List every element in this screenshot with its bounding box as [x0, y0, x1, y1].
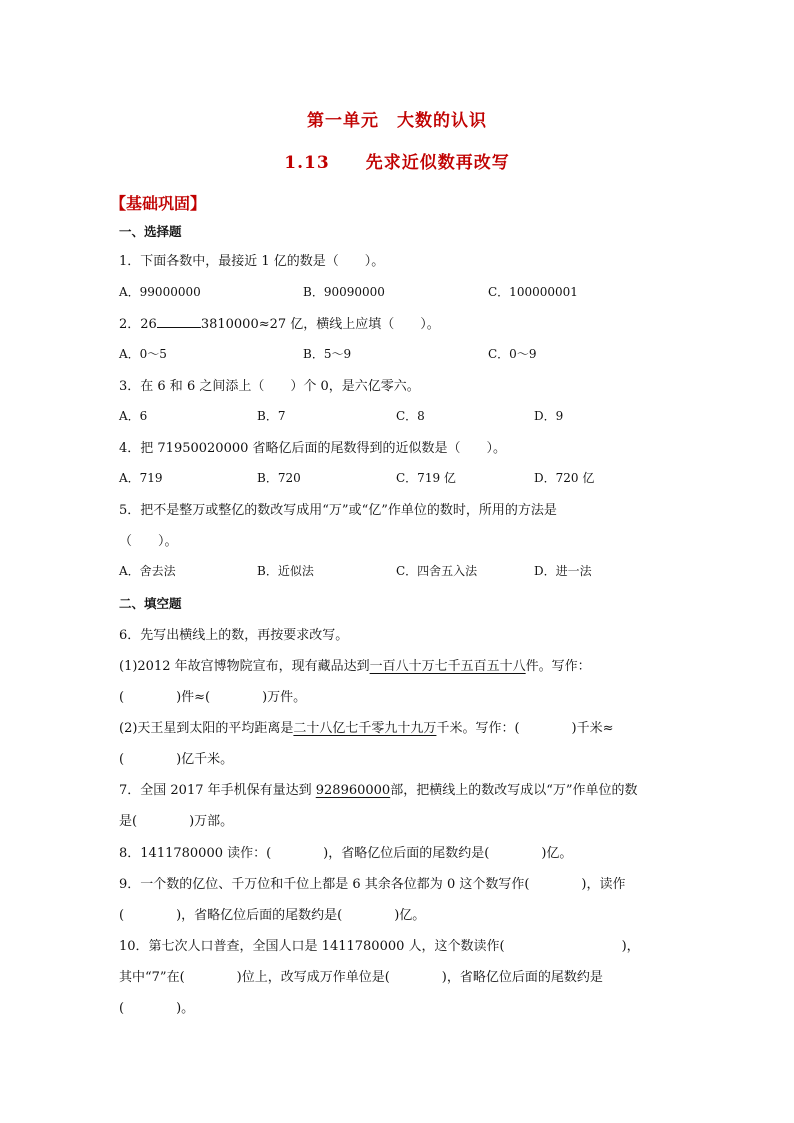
answer-blank[interactable] [157, 315, 201, 328]
q1-option-b: B．90090000 [303, 285, 385, 299]
q3-option-b: B．7 [257, 409, 286, 423]
q4-option-b: B．720 [257, 471, 301, 485]
question-2: 2．26 3810000≈27 亿，横线上应填（ ）。 [119, 317, 440, 332]
question-7: 7．全国 2017 年手机保有量达到 928960000部，把横线上的数改写成以“万”作单位的数 [119, 783, 638, 798]
question-10: 10．第七次人口普查，全国人口是 1411780000 人，这个数读作( )， [119, 939, 640, 954]
q3-option-a: A．6 [119, 409, 148, 423]
section-fill-title: 二、填空题 [119, 596, 182, 611]
q2-option-b: B．5～9 [303, 347, 352, 361]
section-choice-title: 一、选择题 [119, 224, 182, 239]
underlined-number: 二十八亿七千零九十九万 [293, 721, 437, 736]
question-6-part-1-answer: ( )件≈( )万件。 [119, 690, 307, 705]
question-9-cont: ( )，省略亿位后面的尾数约是( )亿。 [119, 908, 426, 923]
question-6-part-2-answer: ( )亿千米。 [119, 752, 234, 767]
underlined-number: 一百八十万七千五百五十八 [369, 659, 526, 674]
q5-option-d: D．进一法 [534, 564, 592, 578]
q4-option-a: A．719 [119, 471, 163, 485]
q5-option-c: C．四舍五入法 [396, 564, 478, 578]
question-6-part-1: (1)2012 年故宫博物院宣布，现有藏品达到一百八十万七千五百五十八件。写作： [119, 659, 591, 674]
question-9: 9．一个数的亿位、千万位和千位上都是 6 其余各位都为 0 这个数写作( )，读作 [119, 877, 626, 892]
q3-option-d: D．9 [534, 409, 564, 423]
question-4: 4．把 71950020000 省略亿后面的尾数得到的近似数是（ ）。 [119, 441, 507, 456]
question-8: 8．1411780000 读作：( )，省略亿位后面的尾数约是( )亿。 [119, 846, 573, 861]
question-7-answer: 是( )万部。 [119, 814, 234, 829]
q2-option-c: C．0～9 [488, 347, 537, 361]
question-3: 3．在 6 和 6 之间添上（ ）个 0，是六亿零六。 [119, 379, 420, 394]
q1-option-c: C．100000001 [488, 285, 578, 299]
q2-option-a: A．0～5 [119, 347, 167, 361]
question-1: 1．下面各数中，最接近 1 亿的数是（ ）。 [119, 254, 385, 269]
question-10-end: ( )。 [119, 1001, 195, 1016]
unit-title: 第一单元 大数的认识 [307, 111, 487, 131]
question-6: 6．先写出横线上的数，再按要求改写。 [119, 628, 349, 643]
question-6-part-2: (2)天王星到太阳的平均距离是二十八亿七千零九十九万千米。写作：( )千米≈ [119, 721, 614, 736]
lesson-title: 1.13 先求近似数再改写 [284, 153, 510, 173]
question-10-cont: 其中“7”在( )位上，改写成万作单位是( )，省略亿位后面的尾数约是 [119, 970, 603, 985]
q5-option-a: A．舍去法 [119, 564, 176, 578]
question-5-cont: （ ）。 [119, 534, 178, 549]
q4-option-d: D．720 亿 [534, 471, 595, 485]
q3-option-c: C．8 [396, 409, 425, 423]
question-5: 5．把不是整万或整亿的数改写成用“万”或“亿”作单位的数时，所用的方法是 [119, 503, 557, 518]
section-tag: 【基础巩固】 [110, 194, 207, 213]
q5-option-b: B．近似法 [257, 564, 314, 578]
underlined-number: 928960000 [315, 783, 391, 798]
q4-option-c: C．719 亿 [396, 471, 456, 485]
q1-option-a: A．99000000 [119, 285, 201, 299]
